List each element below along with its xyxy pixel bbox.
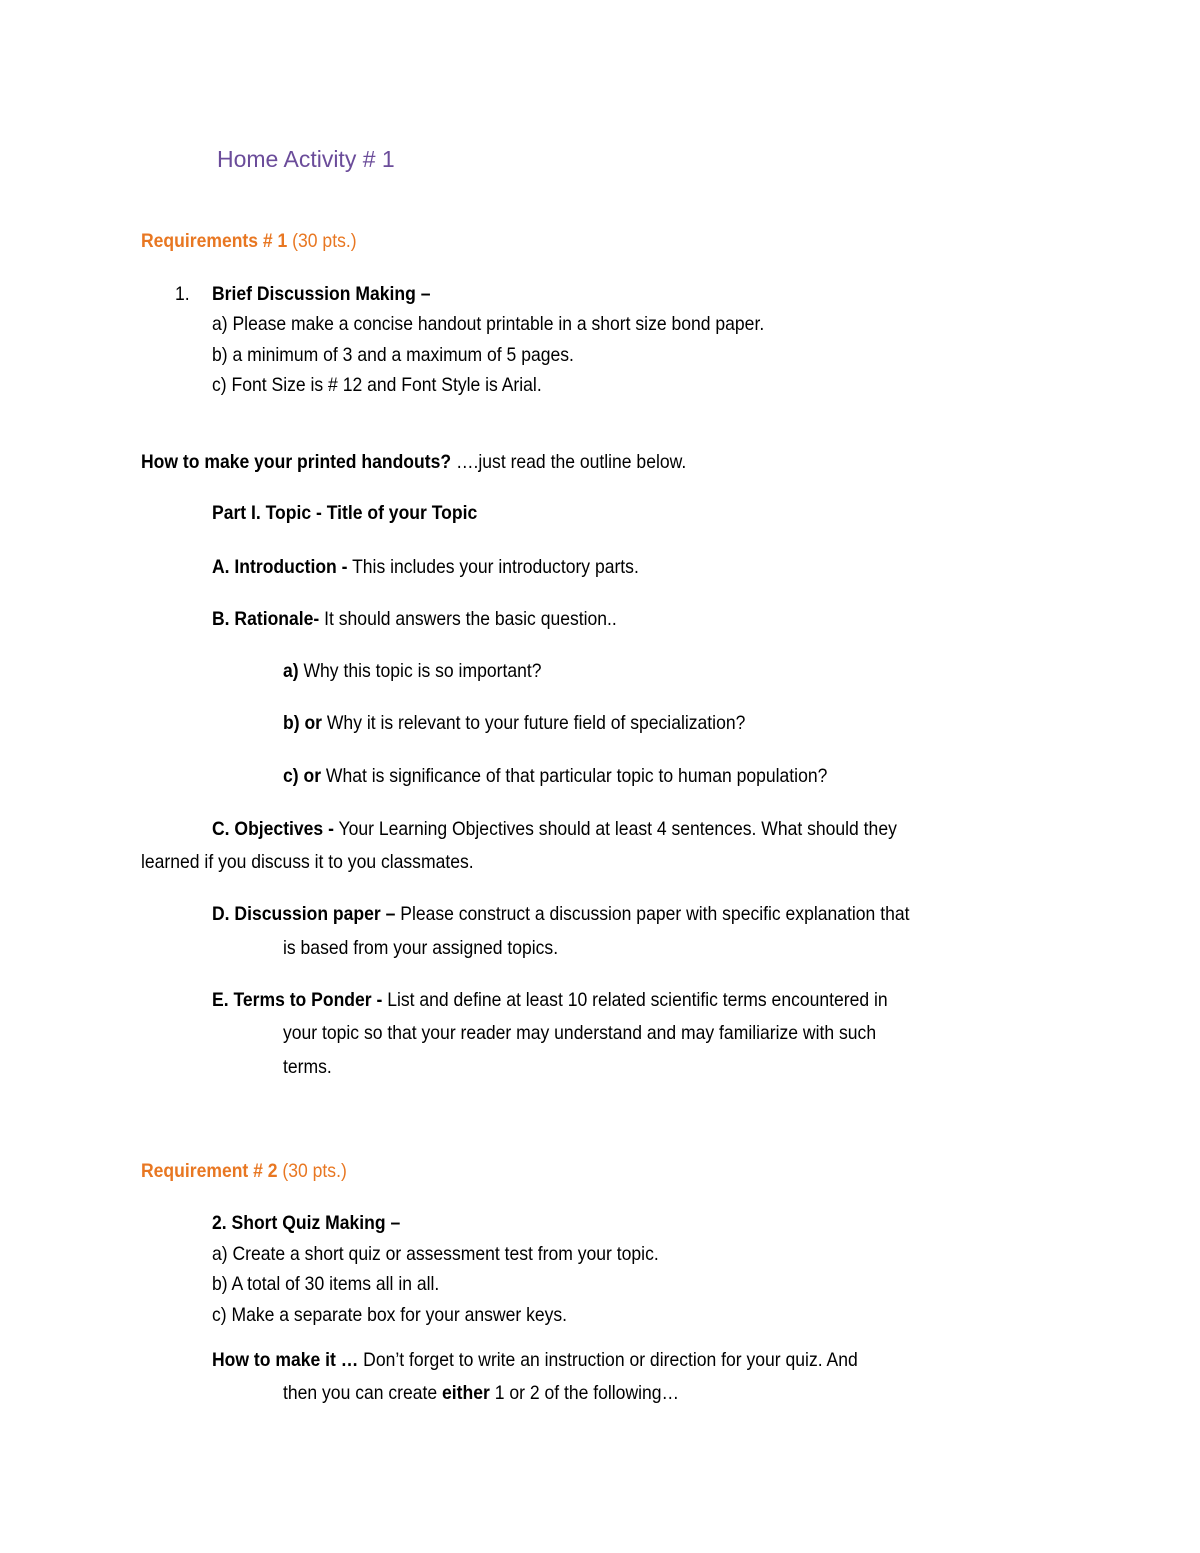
introduction-line [212,555,639,579]
brief-discussion-title: Brief Discussion Making – [212,283,431,305]
introduction-text: This includes your introductory parts. [347,556,639,578]
req2-item-b: b) A total of 30 items all in all. [212,1273,440,1295]
rationale-a-text: Why this topic is so important? [298,660,542,682]
objectives-text-cont: learned if you discuss it to you classmates. [141,851,474,873]
req1-item-c: c) Font Size is # 12 and Font Style is Arial. [212,374,542,396]
howto-rest: ….just read the outline below. [451,451,687,473]
discussion-text: Please construct a discussion paper with specific explanation that [395,903,910,925]
objectives-text: Your Learning Objectives should at least 4 sentences. What should they [333,818,897,840]
part1-heading: Part I. Topic - Title of your Topic [212,502,478,524]
requirement-2-heading [141,1159,347,1183]
rationale-label: B. Rationale- [212,608,320,630]
rationale-b-label: b) or [283,712,322,734]
requirement-1-heading [141,229,357,253]
requirement-1-points: (30 pts.) [292,230,357,252]
rationale-c-text: What is significance of that particular topic to human population? [321,765,828,787]
rationale-c-label: c) or [283,765,322,787]
req2-item-c: c) Make a separate box for your answer keys. [212,1304,568,1326]
req2-item-a: a) Create a short quiz or assessment test from your topic. [212,1243,659,1265]
requirement-2-points: (30 pts.) [282,1160,347,1182]
req1-item-a: a) Please make a concise handout printable in a short size bond paper. [212,313,765,335]
rationale-line [212,607,617,631]
requirement-1-label: Requirements # 1 [141,230,288,252]
list-number: 1. [175,283,190,305]
quiz-howto-text: Don’t forget to write an instruction or direction for your quiz. And [358,1349,858,1371]
requirement-2-label: Requirement # 2 [141,1160,278,1182]
rationale-c [283,764,827,788]
terms-label: E. Terms to Ponder - [212,989,383,1011]
req1-item-b: b) a minimum of 3 and a maximum of 5 pages. [212,344,574,366]
page-title: Home Activity # 1 [217,146,395,172]
quiz-howto-label: How to make it … [212,1349,359,1371]
quiz-then-text: then you can create [283,1382,443,1404]
quiz-howto-line [212,1348,858,1372]
rationale-a-label: a) [283,660,299,682]
terms-text: List and define at least 10 related scientific terms encountered in [382,989,888,1011]
objectives-line [212,817,897,841]
quiz-either: either [442,1382,490,1404]
rationale-text: It should answers the basic question.. [319,608,617,630]
objectives-label: C. Objectives - [212,818,334,840]
terms-text-cont2: terms. [283,1056,332,1078]
rationale-b-text: Why it is relevant to your future field of specialization? [321,712,746,734]
rationale-a [283,659,541,683]
introduction-label: A. Introduction - [212,556,348,578]
rationale-b [283,711,745,735]
terms-line [212,988,888,1012]
terms-text-cont: your topic so that your reader may understand and may familiarize with such [283,1022,877,1044]
quiz-then-line [283,1381,679,1405]
discussion-line [212,902,909,926]
howto-line [141,450,686,474]
discussion-text-cont: is based from your assigned topics. [283,937,559,959]
short-quiz-title: 2. Short Quiz Making – [212,1212,401,1234]
howto-question: How to make your printed handouts? [141,451,452,473]
discussion-label: D. Discussion paper – [212,903,396,925]
quiz-then-rest: 1 or 2 of the following… [489,1382,680,1404]
